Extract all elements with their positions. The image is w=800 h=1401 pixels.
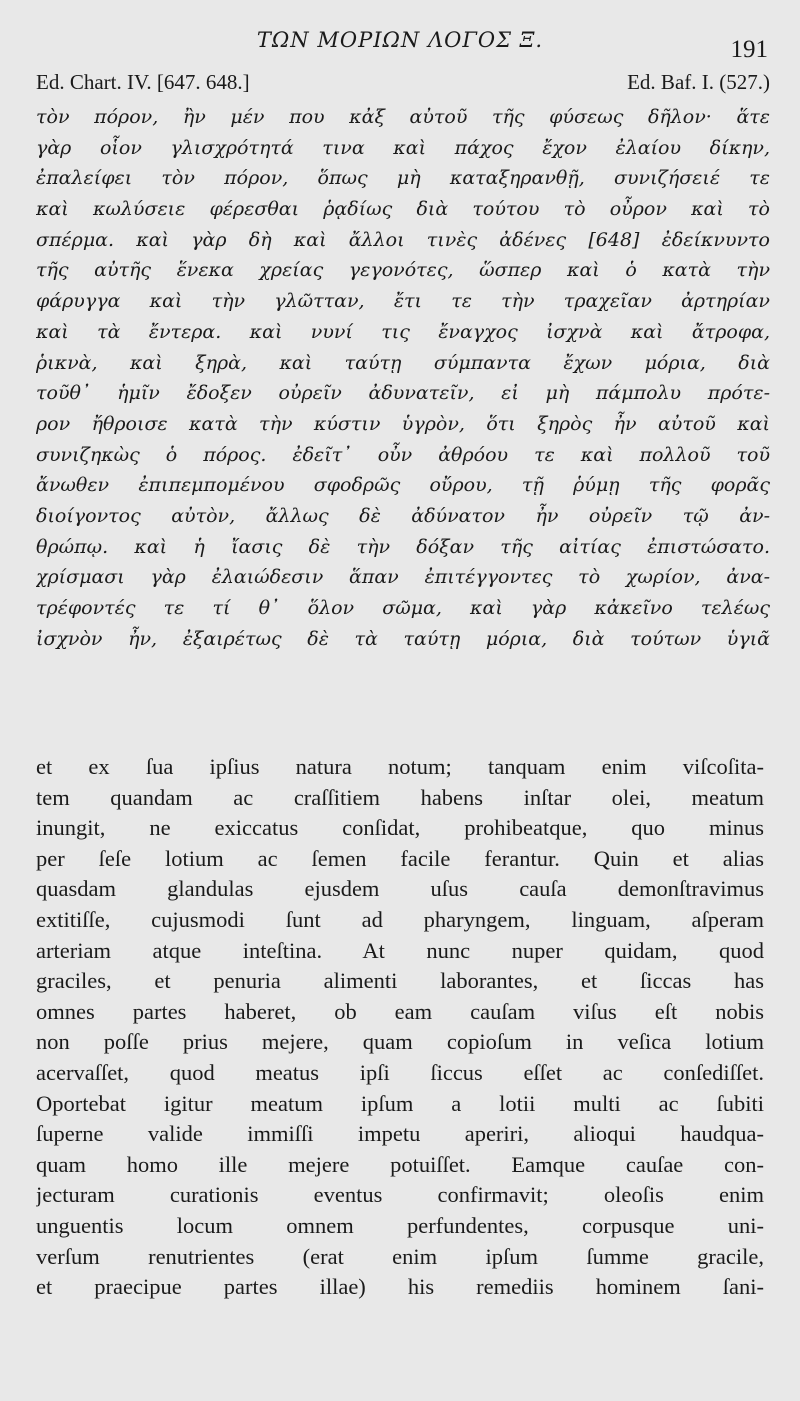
greek-line: καὶ τὰ ἔντερα. καὶ νυνί τις ἔναγχος ἰσχνὰ καὶ ἄτροφα, xyxy=(36,320,770,343)
greek-line: ἄνωθεν ἐπιπεμπομένου σφοδρῶς οὔρου, τῇ ῥύμῃ τῆς φορᾶς xyxy=(36,474,770,497)
greek-line: ἰσχνὸν ἦν, ἐξαιρέτως δὲ τὰ ταύτῃ μόρια, διὰ τούτων ὑγιᾶ xyxy=(36,627,770,650)
greek-line: διοίγοντος αὐτὸν, ἄλλως δὲ ἀδύνατον ἦν οὐρεῖν τῷ ἀν- xyxy=(36,504,770,527)
edition-reference-line xyxy=(36,70,770,98)
greek-line: τοῦθ᾽ ἡμῖν ἔδοξεν οὐρεῖν ἀδυνατεῖν, εἰ μὴ πάμπολυ πρότε- xyxy=(36,382,770,405)
greek-line: ἐπαλείφει τὸν πόρον, ὅπως μὴ καταξηρανθῇ, συνιζήσειέ τε xyxy=(36,167,770,190)
latin-line: non poſſe prius mejere, quam copioſum in veſica lotium xyxy=(36,1029,764,1055)
greek-line: ῥικνὰ, καὶ ξηρὰ, καὶ ταύτῃ σύμπαντα ἔχων μόρια, διὰ xyxy=(36,351,770,374)
latin-line: tem quandam ac craſſitiem habens inſtar olei, meatum xyxy=(36,784,764,810)
latin-line: per ſeſe lotium ac ſemen facile ferantur. Quin et alias xyxy=(36,845,764,871)
latin-line: quasdam glandulas ejusdem uſus cauſa demonſtravimus xyxy=(36,876,764,902)
greek-line: ρον ἤθροισε κατὰ τὴν κύστιν ὑγρὸν, ὅτι ξηρὸς ἦν αὐτοῦ καὶ xyxy=(36,412,770,435)
latin-line: inungit, ne exiccatus conſidat, prohibeatque, quo minus xyxy=(36,815,764,841)
latin-line: et ex ſua ipſius natura notum; tanquam enim viſcoſita- xyxy=(36,754,764,779)
edition-reference-chartier: Ed. Chart. IV. [647. 648.] xyxy=(36,70,250,94)
latin-line: arteriam atque inteſtina. At nunc nuper quidam, quod xyxy=(36,937,764,963)
greek-line: συνιζηκὼς ὁ πόρος. ἐδεῖτ᾽ οὖν ἀθρόου τε καὶ πολλοῦ τοῦ xyxy=(36,443,770,466)
latin-line: ſuperne valide immiſſi impetu aperiri, alioqui haudqua- xyxy=(36,1121,764,1147)
latin-line: et praecipue partes illae) his remediis hominem ſani- xyxy=(36,1274,764,1300)
greek-line: τρέφοντές τε τί θ᾽ ὅλον σῶμα, καὶ γὰρ κἀκεῖνο τελέως xyxy=(36,597,770,619)
greek-line: σπέρμα. καὶ γὰρ δὴ καὶ ἄλλοι τινὲς ἀδένες [648] ἐδείκνυντο xyxy=(36,228,770,251)
greek-text-block xyxy=(36,102,770,654)
latin-line: verſum renutrientes (erat enim ipſum ſumme gracile, xyxy=(36,1243,764,1269)
latin-line: acervaſſet, quod meatus ipſi ſiccus eſſet ac conſediſſet. xyxy=(36,1059,764,1085)
latin-line: graciles, et penuria alimenti laborantes, et ſiccas has xyxy=(36,968,764,994)
latin-line: extitiſſe, cujusmodi ſunt ad pharyngem, linguam, aſperam xyxy=(36,906,764,932)
greek-line: χρίσμασι γὰρ ἐλαιώδεσιν ἅπαν ἐπιτέγγοντες τὸ χωρίον, ἀνα- xyxy=(36,566,770,589)
latin-line: quam homo ille mejere potuiſſet. Eamque cauſae con- xyxy=(36,1151,764,1177)
greek-line: τὸν πόρον, ἢν μέν που κἀξ αὐτοῦ τῆς φύσεως δῆλον· ἅτε xyxy=(36,106,770,128)
latin-line: unguentis locum omnem perfundentes, corpusque uni- xyxy=(36,1212,764,1238)
page-number: 191 xyxy=(730,36,768,63)
greek-line: γὰρ οἷον γλισχρότητά τινα καὶ πάχος ἔχον ἐλαίου δίκην, xyxy=(36,136,770,159)
greek-line: τῆς αὐτῆς ἕνεκα χρείας γεγονότες, ὥσπερ καὶ ὁ κατὰ τὴν xyxy=(36,259,770,282)
greek-line: φάρυγγα καὶ τὴν γλῶτταν, ἔτι τε τὴν τραχεῖαν ἀρτηρίαν xyxy=(36,290,770,313)
greek-line: θρώπῳ. καὶ ἡ ἴασις δὲ τὴν δόξαν τῆς αἰτίας ἐπιστώσατο. xyxy=(36,535,770,558)
edition-reference-basel: Ed. Baf. I. (527.) xyxy=(627,70,770,94)
latin-line: Oportebat igitur meatum ipſum a lotii multi ac ſubiti xyxy=(36,1090,764,1116)
latin-line: omnes partes haberet, ob eam cauſam viſus eſt nobis xyxy=(36,998,764,1024)
latin-line: jecturam curationis eventus confirmavit; oleoſis enim xyxy=(36,1182,764,1208)
latin-translation-block xyxy=(36,752,764,1303)
greek-line: καὶ κωλύσειε φέρεσθαι ῥᾳδίως διὰ τούτου τὸ οὖρον καὶ τὸ xyxy=(36,198,770,221)
running-title: ΤΩΝ ΜΟΡΙΩΝ ΛΟΓΟΣ Ξ. xyxy=(256,28,544,52)
